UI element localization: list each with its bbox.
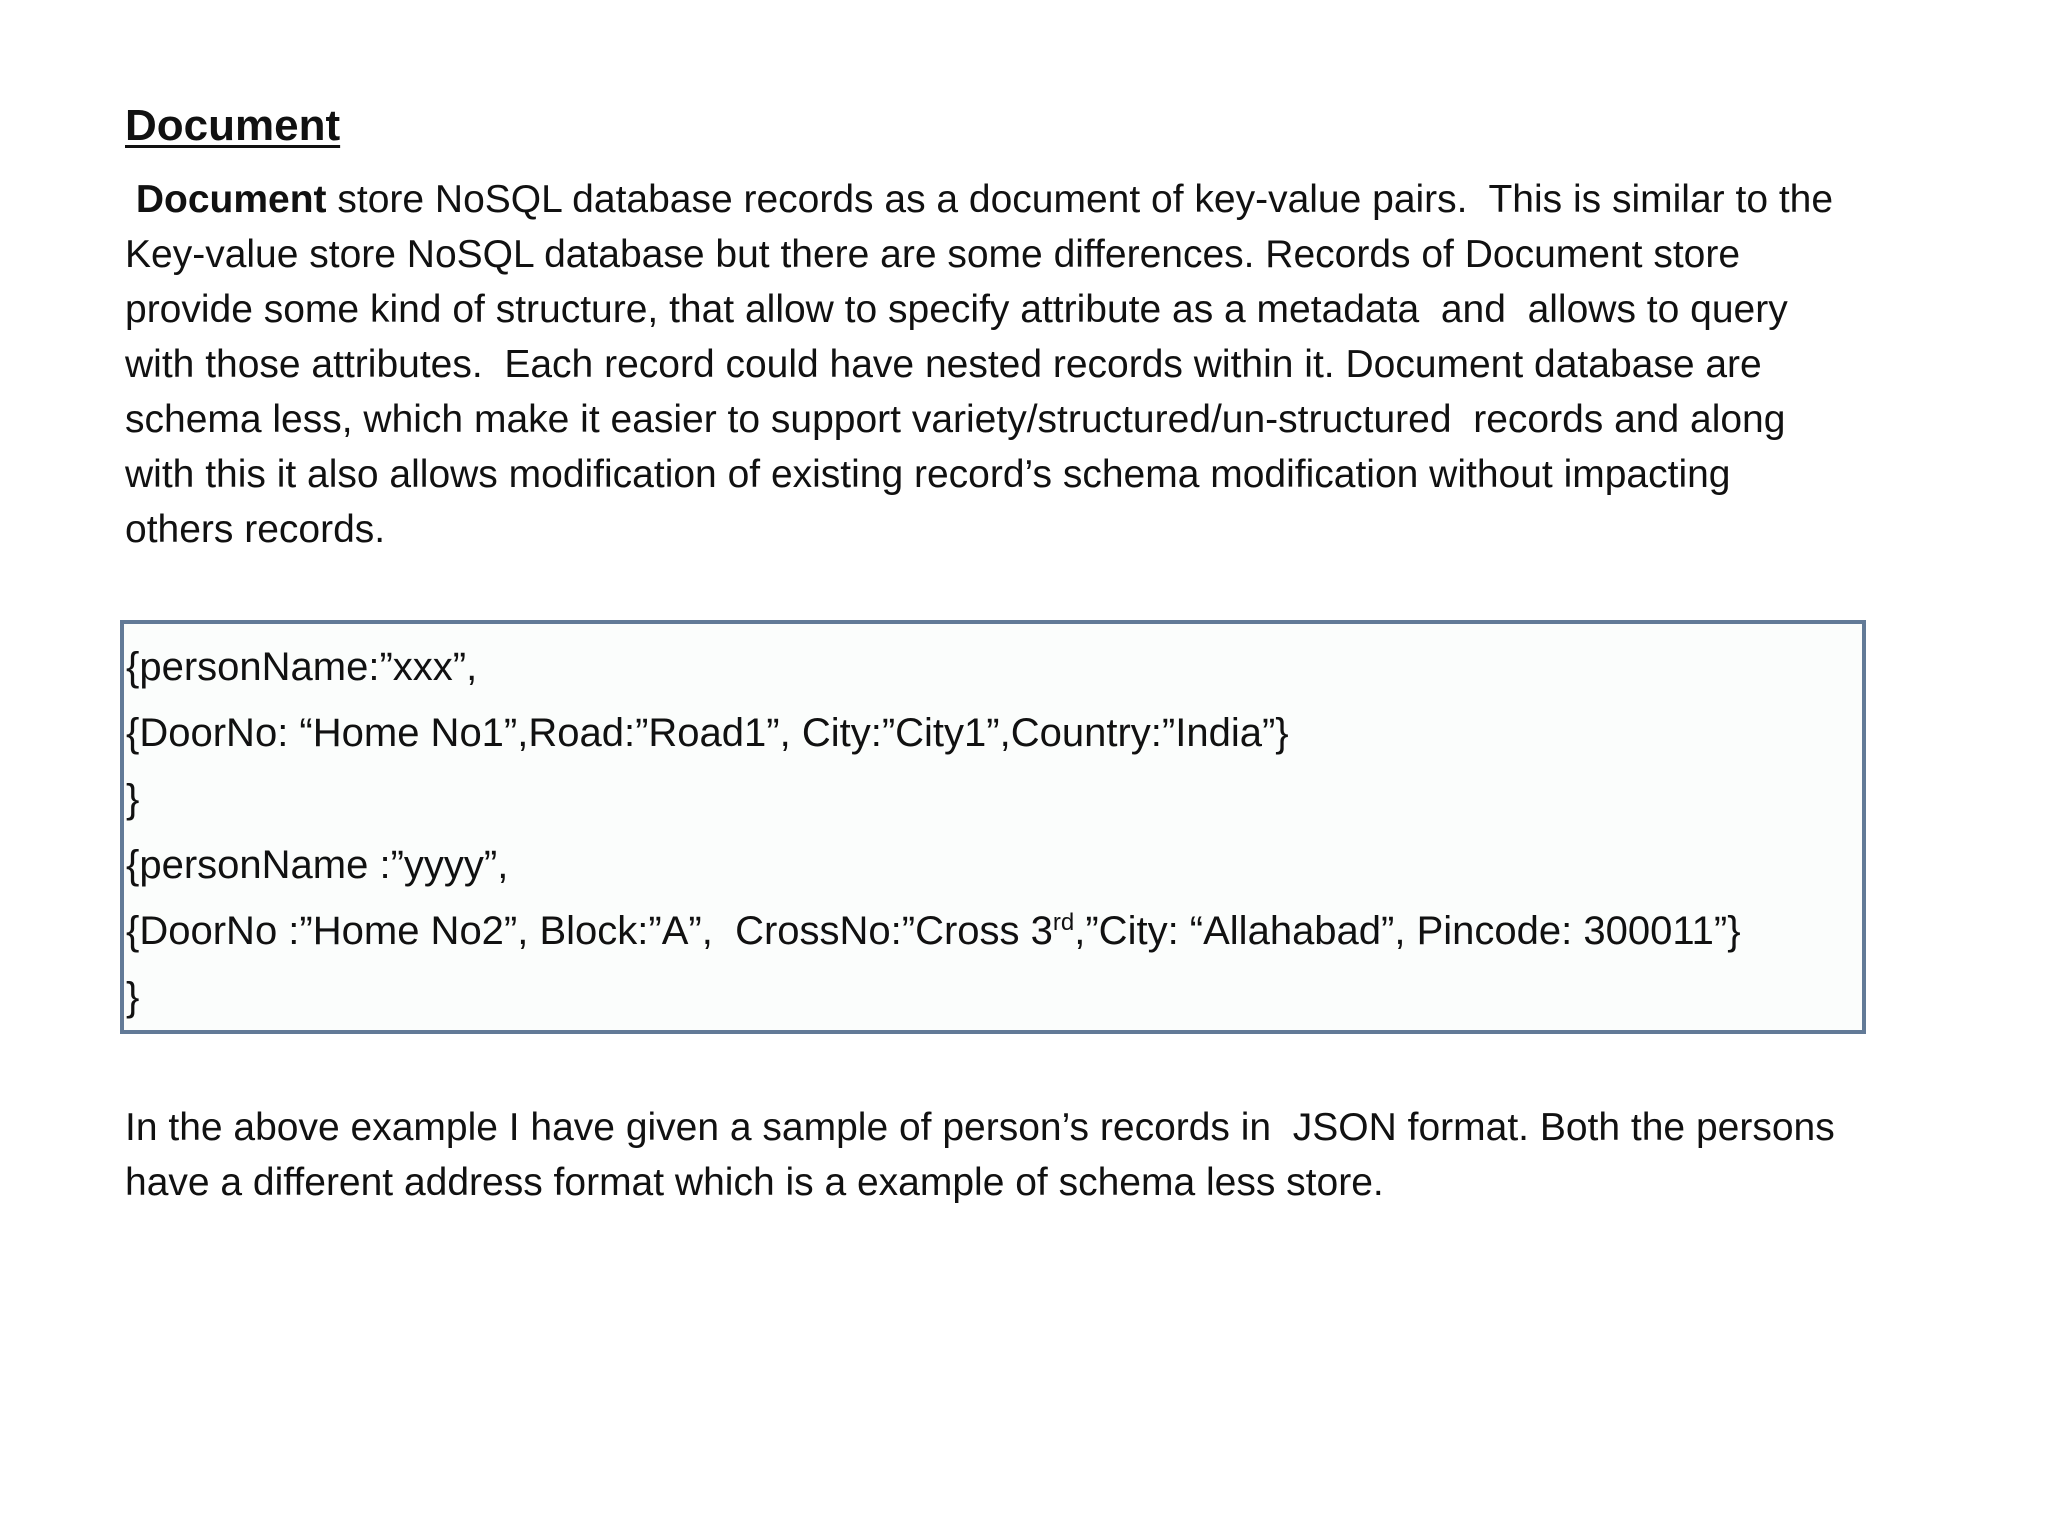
intro-line-1 bbox=[125, 172, 1955, 227]
ordinal-superscript: rd bbox=[1052, 909, 1075, 936]
code-line-3: } bbox=[126, 777, 140, 821]
intro-line-6: with this it also allows modification of existing record’s schema modification without impacting bbox=[125, 453, 1731, 496]
code-line-5 bbox=[126, 898, 1862, 964]
page-title: Document bbox=[125, 101, 341, 150]
outro-line-1: In the above example I have given a sample of person’s records in JSON format. Both the persons bbox=[125, 1106, 1835, 1149]
outro-line-2: have a different address format which is a example of schema less store. bbox=[125, 1161, 1384, 1204]
intro-line-5: schema less, which make it easier to support variety/structured/un-structured records and along bbox=[125, 398, 1786, 441]
intro-line-1-text: store NoSQL database records as a document of key-value pairs. This is similar to the bbox=[326, 178, 1834, 221]
intro-line-4: with those attributes. Each record could have nested records within it. Document database are bbox=[125, 343, 1762, 386]
json-example-box bbox=[120, 620, 1866, 1034]
intro-line-3: provide some kind of structure, that allow to specify attribute as a metadata and allows to query bbox=[125, 288, 1788, 331]
outro-paragraph bbox=[125, 1100, 1955, 1210]
code-line-1: {personName:”xxx”, bbox=[126, 645, 478, 689]
bold-lead-term: Document bbox=[135, 178, 327, 221]
intro-line-7: others records. bbox=[125, 508, 386, 551]
intro-paragraph bbox=[125, 172, 1955, 557]
intro-line-2: Key-value store NoSQL database but there are some differences. Records of Document store bbox=[125, 233, 1741, 276]
code-line-5-start: {DoorNo :”Home No2”, Block:”A”, CrossNo:”Cross 3 bbox=[126, 909, 1053, 953]
code-line-2: {DoorNo: “Home No1”,Road:”Road1”, City:”City1”,Country:”India”} bbox=[126, 711, 1289, 755]
code-line-4: {personName :”yyyy”, bbox=[126, 843, 509, 887]
code-line-6: } bbox=[126, 975, 140, 1019]
code-line-5-end: ,”City: “Allahabad”, Pincode: 300011”} bbox=[1074, 909, 1741, 953]
